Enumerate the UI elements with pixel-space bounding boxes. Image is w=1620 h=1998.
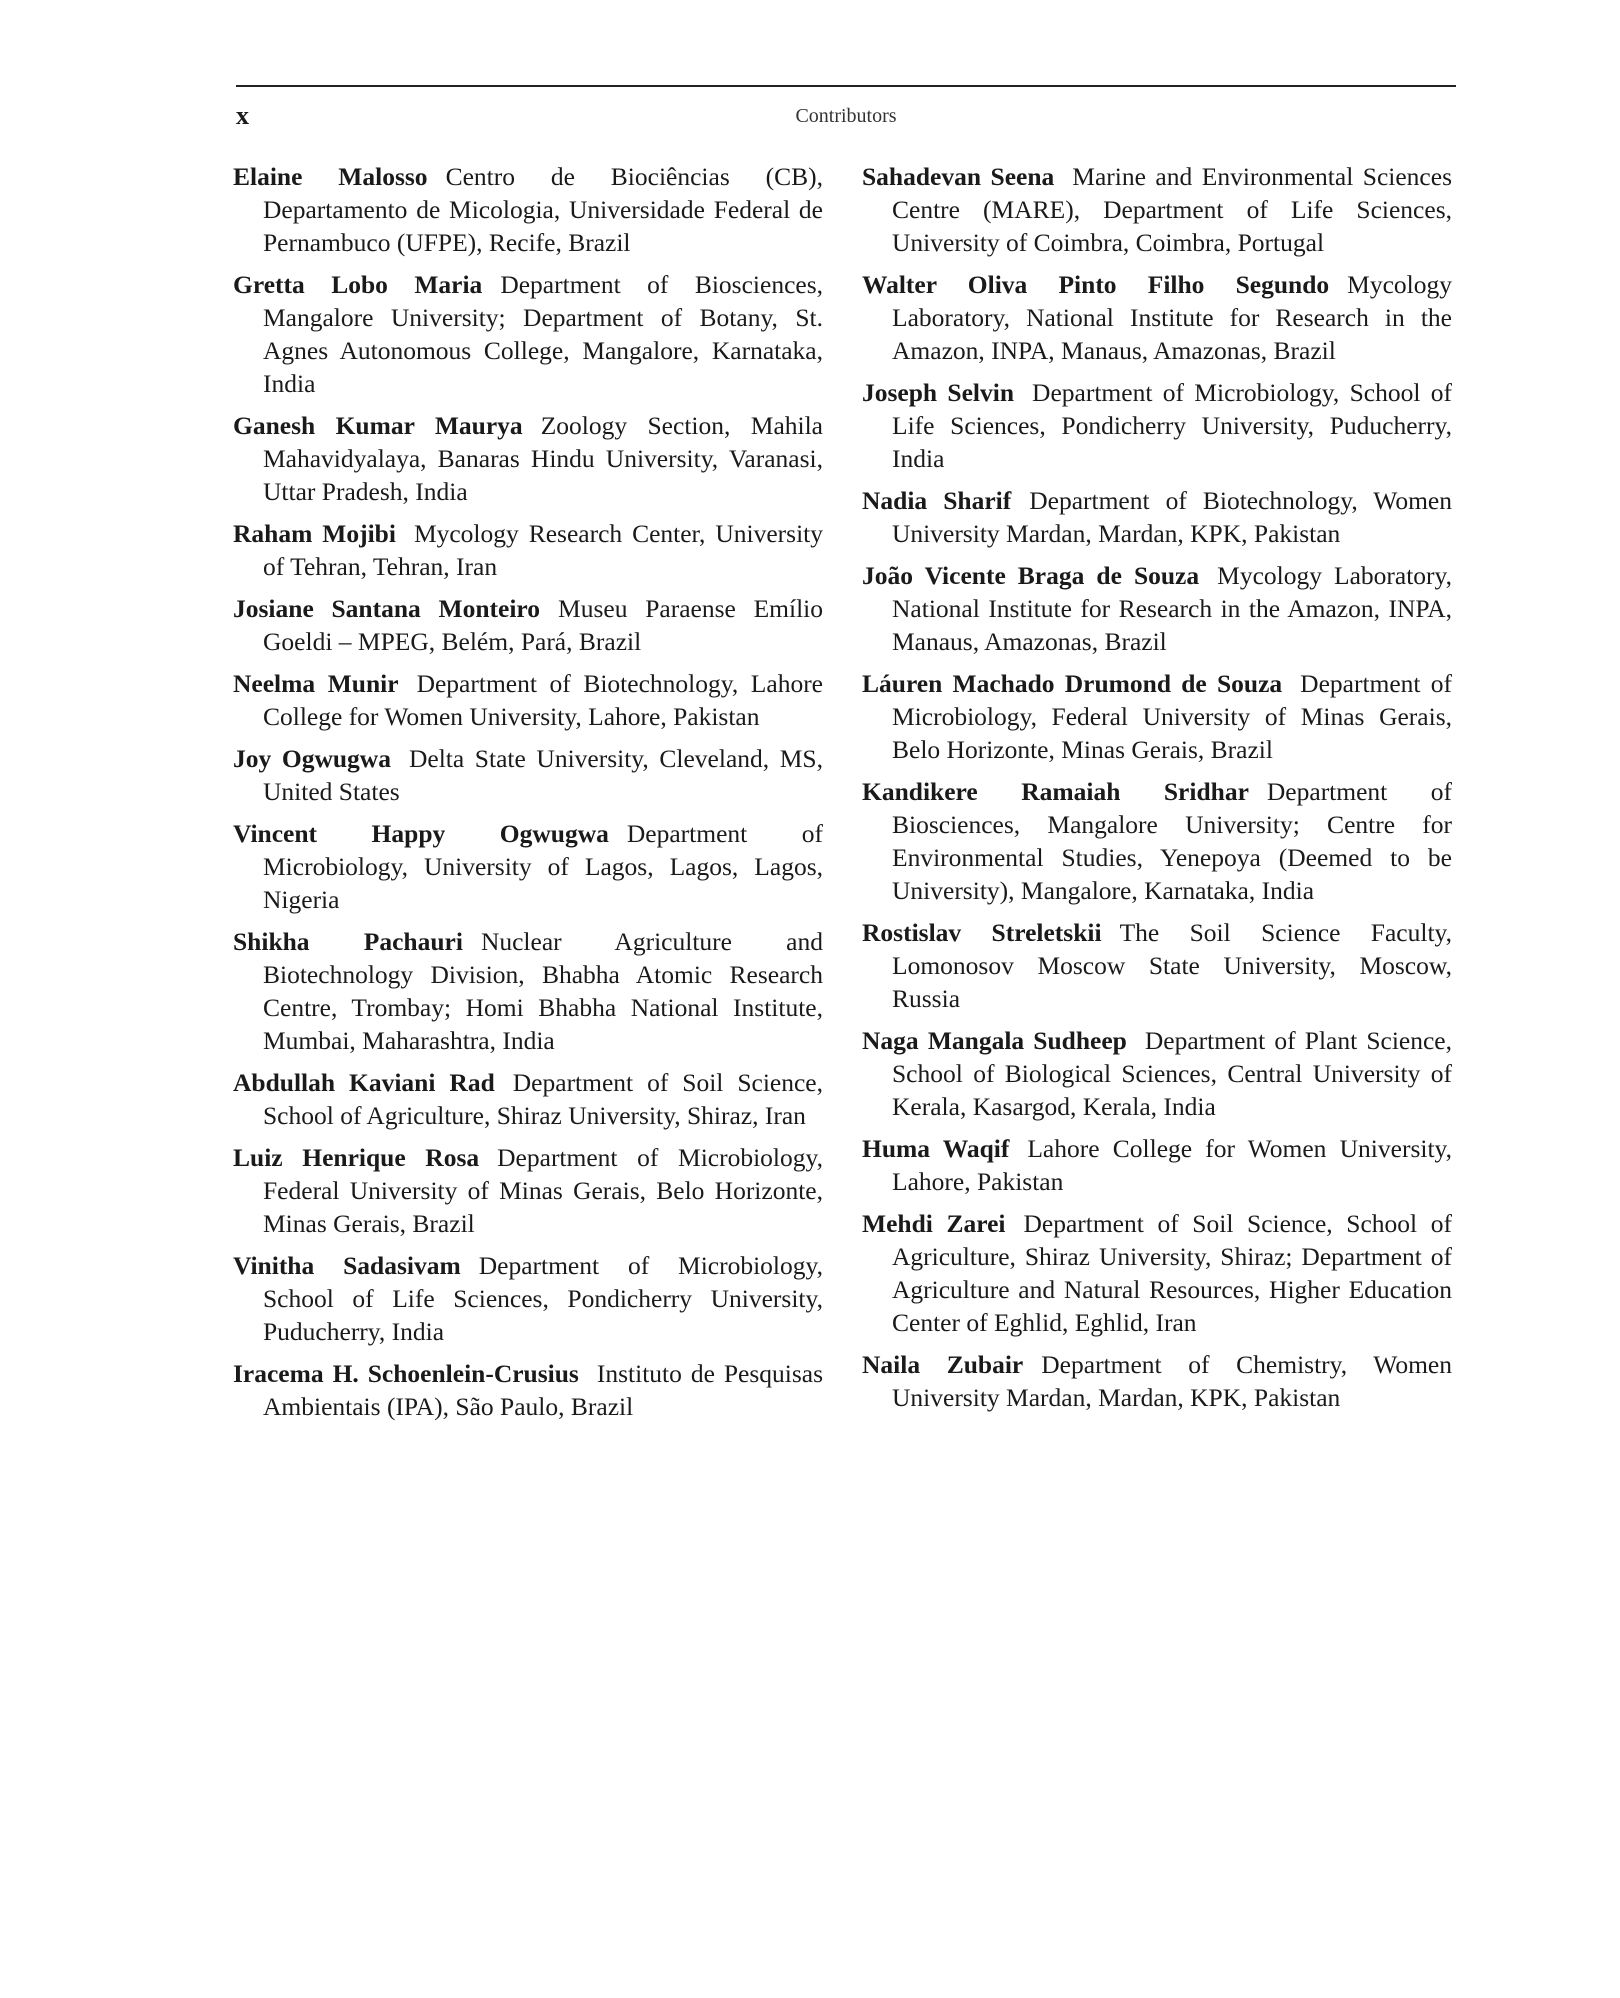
contributor-name: Naila Zubair <box>862 1350 1024 1379</box>
contributor-name: Elaine Malosso <box>233 162 428 191</box>
contributor-entry <box>862 559 1452 658</box>
contributor-name: Vinitha Sadasivam <box>233 1251 461 1280</box>
contributor-name: Láuren Machado Drumond de Souza <box>862 669 1283 698</box>
contributors-column-left <box>233 160 823 1432</box>
header-rule <box>236 85 1456 87</box>
contributor-affiliation: Department of Chemistry, Women University Mardan, Mardan, KPK, Pakistan <box>892 1350 1452 1412</box>
contributor-affiliation: Lahore College for Women University, Lahore, Pakistan <box>892 1134 1453 1196</box>
contributor-affiliation: Nuclear Agriculture and Biotechnology Division, Bhabha Atomic Research Centre, Trombay; Homi Bhabha National Institute, Mumbai, Maharashtra, India <box>263 927 823 1055</box>
contributor-entry <box>862 1024 1452 1123</box>
contributor-name: Abdullah Kaviani Rad <box>233 1068 495 1097</box>
contributor-affiliation: Department of Microbiology, Federal University of Minas Gerais, Belo Horizonte, Minas Gerais, Brazil <box>892 669 1452 764</box>
contributor-name: Nadia Sharif <box>862 486 1012 515</box>
contributor-name: Sahadevan Seena <box>862 162 1055 191</box>
contributor-entry <box>233 667 823 733</box>
contributor-name: Vincent Happy Ogwugwa <box>233 819 609 848</box>
contributor-name: Huma Waqif <box>862 1134 1010 1163</box>
contributor-affiliation: Department of Microbiology, Federal University of Minas Gerais, Belo Horizonte, Minas Gerais, Brazil <box>263 1143 823 1238</box>
contributor-entry <box>233 1357 823 1423</box>
contributor-entry <box>233 1249 823 1348</box>
contributor-entry <box>862 268 1452 367</box>
contributor-name: Mehdi Zarei <box>862 1209 1006 1238</box>
contributor-entry <box>862 667 1452 766</box>
contributor-affiliation: Instituto de Pesquisas Ambientais (IPA), São Paulo, Brazil <box>263 1359 824 1421</box>
contributor-affiliation: Department of Microbiology, University of Lagos, Lagos, Lagos, Nigeria <box>263 819 823 914</box>
contributor-name: Ganesh Kumar Maurya <box>233 411 523 440</box>
contributor-affiliation: Department of Microbiology, School of Life Sciences, Pondicherry University, Puducherry, India <box>263 1251 823 1346</box>
running-head: Contributors <box>795 105 897 127</box>
contributor-affiliation: Marine and Environmental Sciences Centre (MARE), Department of Life Sciences, University of Coimbra, Coimbra, Portugal <box>892 162 1452 257</box>
contributor-name: Joy Ogwugwa <box>233 744 391 773</box>
contributor-entry <box>233 925 823 1057</box>
contributor-affiliation: Department of Soil Science, School of Agriculture, Shiraz University, Shiraz, Iran <box>263 1068 823 1130</box>
contributor-entry <box>862 1132 1452 1198</box>
contributor-entry <box>233 409 823 508</box>
contributor-affiliation: Department of Biotechnology, Women University Mardan, Mardan, KPK, Pakistan <box>892 486 1452 548</box>
contributor-affiliation: Delta State University, Cleveland, MS, United States <box>263 744 823 806</box>
contributor-affiliation: Department of Plant Science, School of Biological Sciences, Central University of Kerala, Kasargod, Kerala, India <box>892 1026 1453 1121</box>
contributor-affiliation: Department of Biosciences, Mangalore University; Department of Botany, St. Agnes Autonomous College, Mangalore, Karnataka, India <box>263 270 823 398</box>
contributor-name: Neelma Munir <box>233 669 399 698</box>
contributors-column-right <box>862 160 1452 1423</box>
contributor-name: Rostislav Streletskii <box>862 918 1102 947</box>
contributor-name: Walter Oliva Pinto Filho Segundo <box>862 270 1330 299</box>
contributor-name: Gretta Lobo Maria <box>233 270 483 299</box>
contributor-affiliation: Department of Biotechnology, Lahore College for Women University, Lahore, Pakistan <box>263 669 823 731</box>
contributor-name: Shikha Pachauri <box>233 927 463 956</box>
contributor-entry <box>233 592 823 658</box>
contributor-name: João Vicente Braga de Souza <box>862 561 1200 590</box>
contributor-entry <box>233 1066 823 1132</box>
contributor-name: Joseph Selvin <box>862 378 1015 407</box>
contributor-entry <box>862 775 1452 907</box>
contributor-name: Iracema H. Schoenlein-Crusius <box>233 1359 579 1388</box>
contributor-entry <box>862 376 1452 475</box>
contributor-entry <box>862 916 1452 1015</box>
contributor-name: Naga Mangala Sudheep <box>862 1026 1127 1055</box>
contributor-name: Luiz Henrique Rosa <box>233 1143 480 1172</box>
contributor-entry <box>233 742 823 808</box>
contributor-affiliation: Department of Microbiology, School of Life Sciences, Pondicherry University, Puducherry, India <box>892 378 1452 473</box>
contributor-affiliation: Museu Paraense Emílio Goeldi – MPEG, Belém, Pará, Brazil <box>263 594 823 656</box>
contributor-entry <box>233 160 823 259</box>
contributor-entry <box>233 817 823 916</box>
contributor-entry <box>862 160 1452 259</box>
contributor-affiliation: Department of Biosciences, Mangalore University; Centre for Environmental Studies, Yenepoya (Deemed to be University), Mangalore, Karnataka, India <box>892 777 1452 905</box>
contributor-affiliation: Mycology Laboratory, National Institute for Research in the Amazon, INPA, Manaus, Amazonas, Brazil <box>892 561 1453 656</box>
contributor-affiliation: Mycology Laboratory, National Institute for Research in the Amazon, INPA, Manaus, Amazonas, Brazil <box>892 270 1452 365</box>
page-number: x <box>236 101 249 130</box>
contributor-affiliation: Zoology Section, Mahila Mahavidyalaya, Banaras Hindu University, Varanasi, Uttar Pradesh, India <box>263 411 823 506</box>
contributor-entry <box>862 484 1452 550</box>
contributor-entry <box>233 268 823 400</box>
contributor-entry <box>862 1348 1452 1414</box>
contributor-name: Josiane Santana Monteiro <box>233 594 541 623</box>
contributor-name: Raham Mojibi <box>233 519 396 548</box>
contributor-affiliation: The Soil Science Faculty, Lomonosov Moscow State University, Moscow, Russia <box>892 918 1452 1013</box>
contributor-entry <box>233 517 823 583</box>
contributor-affiliation: Department of Soil Science, School of Agriculture, Shiraz University, Shiraz; Department of Agriculture and Natural Resources, Higher Education Center of Eghlid, Eghlid, Iran <box>892 1209 1452 1337</box>
contributor-name: Kandikere Ramaiah Sridhar <box>862 777 1249 806</box>
contributor-entry <box>862 1207 1452 1339</box>
contributor-affiliation: Mycology Research Center, University of Tehran, Tehran, Iran <box>263 519 823 581</box>
contributor-affiliation: Centro de Biociências (CB), Departamento de Micologia, Universidade Federal de Pernambuco (UFPE), Recife, Brazil <box>263 162 823 257</box>
contributor-entry <box>233 1141 823 1240</box>
